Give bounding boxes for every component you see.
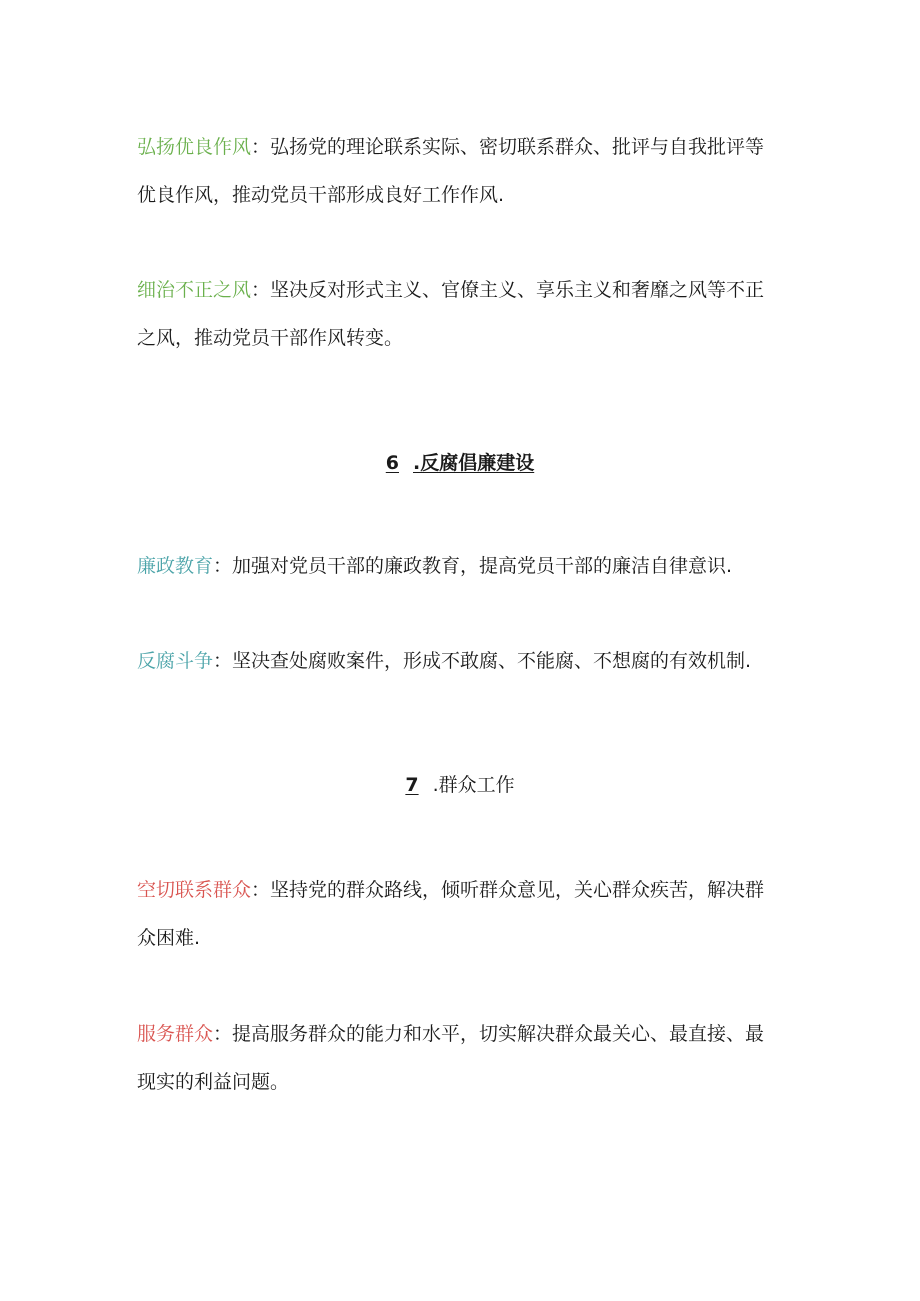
section-title: .反腐倡廉建设	[413, 452, 535, 474]
paragraph-contact-masses	[137, 866, 777, 962]
term-separator: ：	[251, 279, 271, 301]
section-number: 7	[405, 774, 419, 796]
paragraph-text: 坚持党的群众路线，倾听群众意见，关心群众疾苦，解决群众困难.	[137, 879, 765, 949]
paragraph-text: 提高服务群众的能力和水平，切实解决群众最关心、最直接、最现实的利益问题。	[137, 1023, 765, 1093]
term-label: 弘扬优良作风	[137, 136, 252, 158]
paragraph-text: 弘扬党的理论联系实际、密切联系群众、批评与自我批评等优良作风，推动党员干部形成良好工作作风.	[137, 136, 765, 206]
term-label: 细治不正之风	[137, 279, 252, 301]
section-number: 6	[385, 452, 399, 474]
section-heading-6	[0, 448, 920, 478]
paragraph-serve-masses	[137, 1010, 777, 1106]
section-title: .群众工作	[432, 774, 515, 796]
term-separator: ：	[251, 136, 271, 158]
paragraph-anti-corruption	[137, 637, 777, 685]
term-label: 廉政教育	[137, 555, 214, 577]
section-heading-7	[0, 770, 920, 800]
paragraph-text: 坚决查处腐败案件，形成不敢腐、不能腐、不想腐的有效机制.	[232, 650, 752, 672]
term-label: 反腐斗争	[137, 650, 214, 672]
term-label: 空切联系群众	[137, 879, 252, 901]
paragraph-text: 加强对党员干部的廉政教育，提高党员干部的廉洁自律意识.	[232, 555, 733, 577]
paragraph-promote-style	[137, 123, 777, 219]
term-separator: ：	[213, 555, 233, 577]
term-separator: ：	[213, 1023, 233, 1045]
paragraph-text: 坚决反对形式主义、官僚主义、享乐主义和奢靡之风等不正之风，推动党员干部作风转变。	[137, 279, 765, 349]
term-separator: ：	[213, 650, 233, 672]
paragraph-integrity-education	[137, 542, 777, 590]
term-separator: ：	[251, 879, 271, 901]
paragraph-fix-unhealthy-trends	[137, 266, 777, 362]
term-label: 服务群众	[137, 1023, 214, 1045]
